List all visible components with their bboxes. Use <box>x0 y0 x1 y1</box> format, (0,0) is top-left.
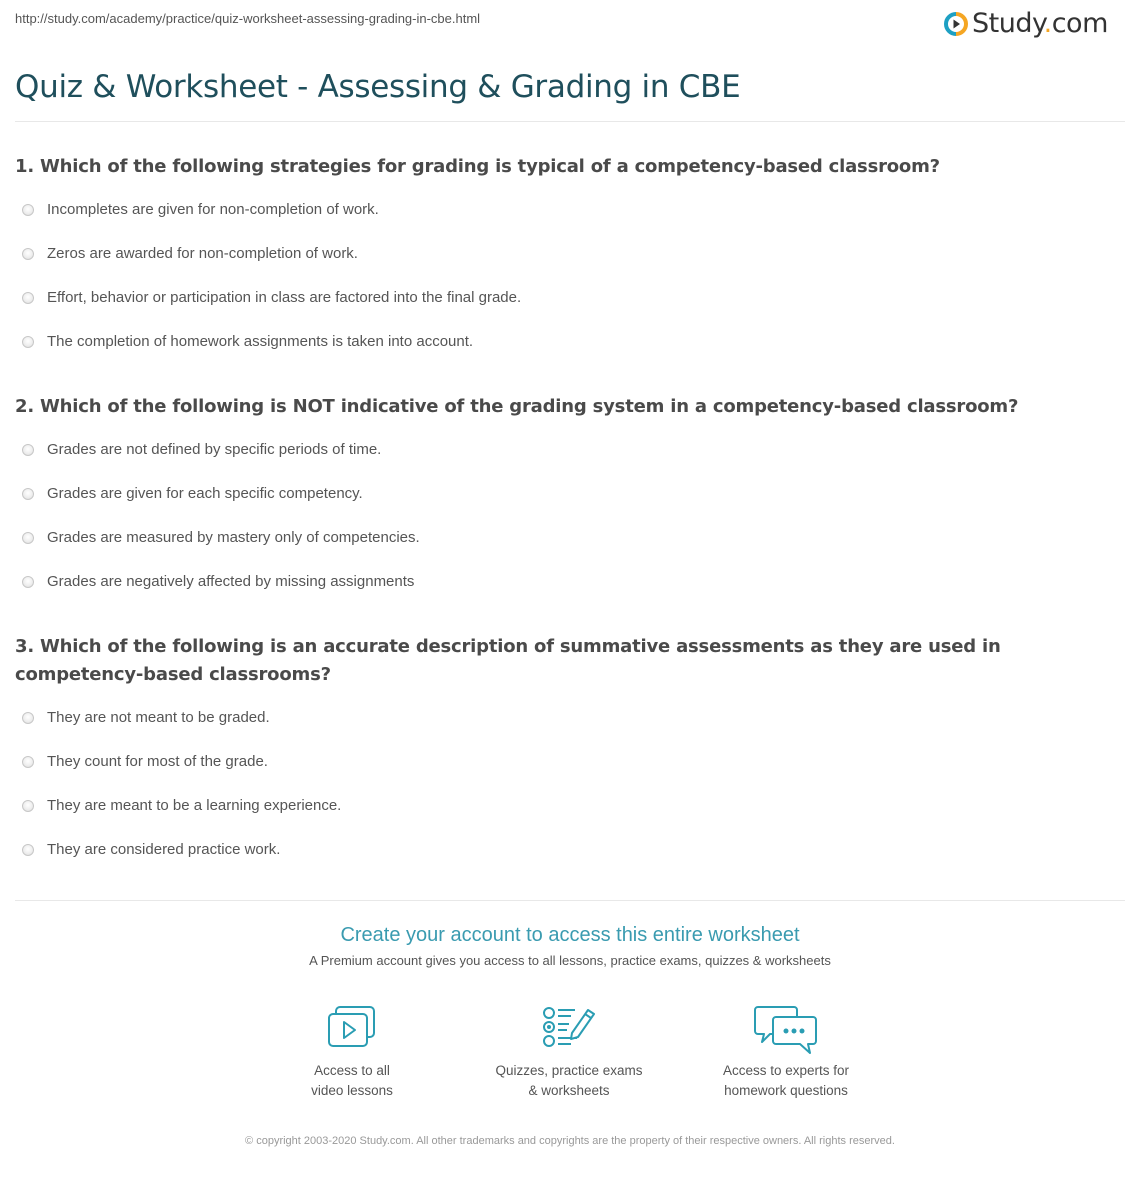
logo-wordmark: Study.com <box>972 8 1108 39</box>
q3-option-3[interactable] <box>22 796 341 816</box>
option-label: They are not meant to be graded. <box>47 709 270 726</box>
option-label: Effort, behavior or participation in class are factored into the final grade. <box>47 289 522 306</box>
premium-description: A Premium account gives you access to all lessons, practice exams, quizzes & worksheets <box>309 953 831 968</box>
feature-experts <box>686 1005 886 1101</box>
page-title: Quiz & Worksheet - Assessing & Grading in CBE <box>15 69 741 105</box>
copyright-footer: © copyright 2003-2020 Study.com. All other trademarks and copyrights are the property of their respective owners. All rights reserved. <box>245 1135 895 1147</box>
option-label: They are meant to be a learning experience. <box>47 797 342 814</box>
option-label: Grades are given for each specific competency. <box>47 485 363 502</box>
study-com-logo[interactable] <box>944 9 1108 39</box>
radio-button[interactable] <box>22 844 34 856</box>
feature-line-2: video lessons <box>311 1083 393 1098</box>
q2-option-4[interactable] <box>22 572 414 592</box>
radio-button[interactable] <box>22 800 34 812</box>
radio-button[interactable] <box>22 248 34 260</box>
feature-line-1: Access to all <box>314 1063 390 1078</box>
q2-option-3[interactable] <box>22 528 420 548</box>
option-label: Grades are measured by mastery only of competencies. <box>47 529 420 546</box>
option-label: Grades are negatively affected by missing assignments <box>47 573 415 590</box>
quiz-checklist-icon <box>469 1005 669 1049</box>
option-label: The completion of homework assignments is taken into account. <box>47 333 474 350</box>
radio-button[interactable] <box>22 756 34 768</box>
q1-option-1[interactable] <box>22 200 379 220</box>
question-3: 3. Which of the following is an accurate description of summative assessments as they are used in competency-based classrooms? <box>15 636 1001 685</box>
feature-line-2: homework questions <box>724 1083 848 1098</box>
q1-option-3[interactable] <box>22 288 521 308</box>
create-account-link[interactable]: Create your account to access this entire worksheet <box>340 924 800 946</box>
radio-button[interactable] <box>22 204 34 216</box>
radio-button[interactable] <box>22 488 34 500</box>
radio-button[interactable] <box>22 444 34 456</box>
radio-button[interactable] <box>22 576 34 588</box>
q3-option-4[interactable] <box>22 840 280 860</box>
q3-option-1[interactable] <box>22 708 270 728</box>
page-url: http://study.com/academy/practice/quiz-worksheet-assessing-grading-in-cbe.html <box>15 11 481 26</box>
play-logo-icon <box>944 12 968 36</box>
radio-button[interactable] <box>22 532 34 544</box>
feature-video-lessons <box>252 1005 452 1101</box>
radio-button[interactable] <box>22 292 34 304</box>
q1-option-4[interactable] <box>22 332 473 352</box>
cta-divider <box>15 900 1125 901</box>
question-2: 2. Which of the following is NOT indicative of the grading system in a competency-based classroom? <box>15 396 1019 417</box>
option-label: They are considered practice work. <box>47 841 281 858</box>
title-divider <box>15 121 1125 122</box>
feature-line-2: & worksheets <box>528 1083 610 1098</box>
video-lessons-icon <box>252 1005 452 1049</box>
option-label: Incompletes are given for non-completion of work. <box>47 201 379 218</box>
q1-option-2[interactable] <box>22 244 358 264</box>
radio-button[interactable] <box>22 712 34 724</box>
question-1: 1. Which of the following strategies for grading is typical of a competency-based classroom? <box>15 156 940 177</box>
option-label: Grades are not defined by specific periods of time. <box>47 441 382 458</box>
q3-option-2[interactable] <box>22 752 268 772</box>
feature-quizzes <box>469 1005 669 1101</box>
q2-option-1[interactable] <box>22 440 381 460</box>
q2-option-2[interactable] <box>22 484 363 504</box>
chat-bubbles-icon <box>686 1005 886 1055</box>
option-label: They count for most of the grade. <box>47 753 268 770</box>
feature-line-1: Access to experts for <box>722 1063 850 1078</box>
feature-line-1: Quizzes, practice exams <box>495 1063 643 1078</box>
radio-button[interactable] <box>22 336 34 348</box>
option-label: Zeros are awarded for non-completion of work. <box>47 245 358 262</box>
